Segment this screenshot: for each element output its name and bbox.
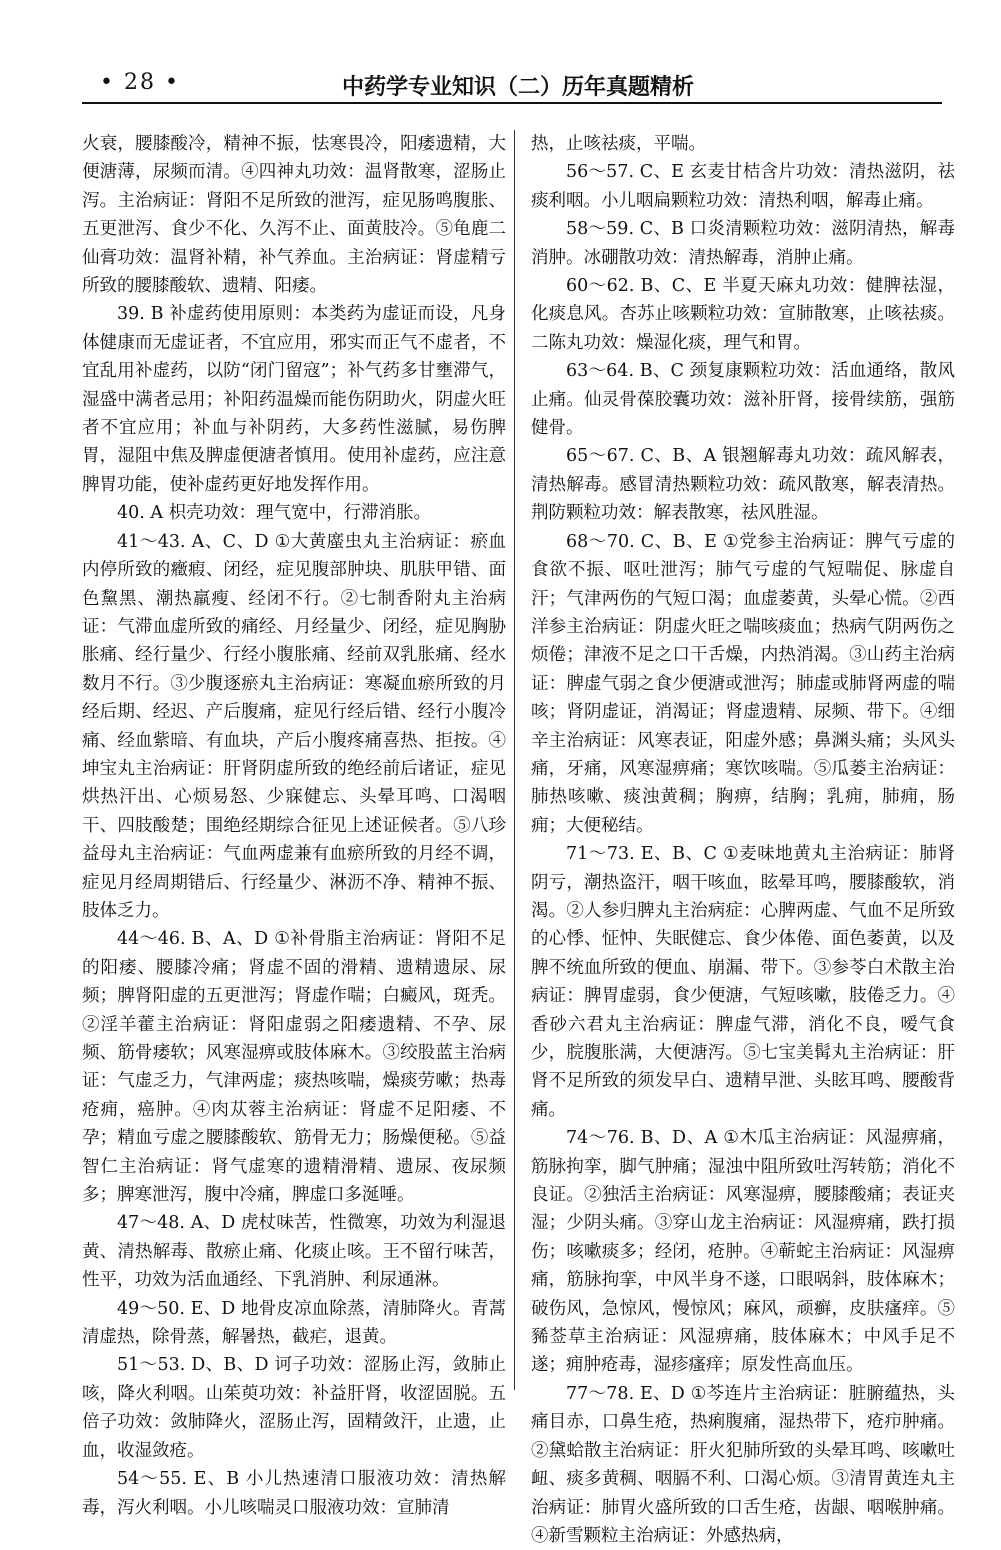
paragraph: 60～62. B、C、E 半夏天麻丸功效：健脾祛湿，化痰息风。杏苏止咳颗粒功效：宣肺散寒，止咳祛痰。二陈丸功效：燥湿化痰，理气和胃。 [531,276,955,353]
paragraph: 77～78. E、D ①芩连片主治病证：脏腑蕴热，头痛目赤，口鼻生疮，热痢腹痛，湿热带下，疮疖肿痛。②黛蛤散主治病证：肝火犯肺所致的头晕耳鸣、咳嗽吐衄、痰多黄稠、咽膈不利、口渴心烦。③清胃黄连丸主治病证：肺胃火盛所致的口舌生疮，齿龈、咽喉肿痛。④新雪颗粒主治病证：外感热病， [531,1383,955,1546]
paragraph: 44～46. B、A、D ①补骨脂主治病证：肾阳不足的阳痿、腰膝冷痛；肾虚不固的滑精、遗精遗尿、尿频；脾肾阳虚的五更泄泻；肾虚作喘；白癜风，斑秃。②淫羊藿主治病证：肾阳虚弱之阳痿遗精、不孕、尿频、筋骨痿软；风寒湿痹或肢体麻木。③绞股蓝主治病证：气虚乏力，气津两虚；痰热咳喘，燥痰劳嗽；热毒疮痈，癌肿。④肉苁蓉主治病证：肾虚不足阳痿、不孕；精血亏虚之腰膝酸软、筋骨无力；肠燥便秘。⑤益智仁主治病证：肾气虚寒的遗精滑精、遗尿、夜尿频多；脾寒泄泻，腹中冷痛，脾虚口多涎唾。 [82,929,506,1206]
paragraph: 56～57. C、E 玄麦甘桔含片功效：清热滋阴，祛痰利咽。小儿咽扁颗粒功效：清热利咽，解毒止痛。 [531,162,955,211]
page-header [82,62,942,102]
paragraph: 68～70. C、B、E ①党参主治病证：脾气亏虚的食欲不振、呕吐泄泻；肺气亏虚的气短喘促、脉虚自汗；气津两伤的气短口渴；血虚萎黄，头晕心慌。②西洋参主治病证：阴虚火旺之喘咳痰血；热病气阴两伤之烦倦；津液不足之口干舌燥，内热消渴。③山药主治病证：脾虚气弱之食少便溏或泄泻；肺虚或肺肾两虚的喘咳；肾阴虚证，消渴证；肾虚遗精、尿频、带下。④细辛主治病证：风寒表证，阳虚外感；鼻渊头痛；头风头痛，牙痛，风寒湿痹痛；寒饮咳喘。⑤瓜蒌主治病证：肺热咳嗽、痰浊黄稠；胸痹，结胸；乳痈，肺痈，肠痈；大便秘结。 [531,531,955,836]
page-title: 中药学专业知识（二）历年真题精析 [342,74,695,100]
paragraph: 49～50. E、D 地骨皮凉血除蒸，清肺降火。青蒿清虚热，除骨蒸，解暑热，截疟，退黄。 [82,1298,506,1348]
paragraph: 47～48. A、D 虎杖味苦，性微寒，功效为利湿退黄、清热解毒、散瘀止痛、化痰止咳。王不留行味苦，性平，功效为活血通经、下乳消肿、利尿通淋。 [82,1213,506,1291]
paragraph: 74～76. B、D、A ①木瓜主治病证：风湿痹痛，筋脉拘挛，脚气肿痛；湿浊中阻所致吐泻转筋；消化不良证。②独活主治病证：风寒湿痹，腰膝酸痛；表证夹湿；少阴头痛。③穿山龙主治病证：风湿痹痛，跌打损伤；咳嗽痰多；经闭，疮肿。④蕲蛇主治病证：风湿痹痛，筋脉拘挛，中风半身不遂，口眼㖞斜，肢体麻木；破伤风，急惊风，慢惊风；麻风，顽癣，皮肤瘙痒。⑤豨莶草主治病证：风湿痹痛，肢体麻木；中风手足不遂；痈肿疮毒，湿疹瘙痒；原发性高血压。 [531,1128,955,1376]
right-column [531,130,955,1550]
paragraph: 40. A 枳壳功效：理气宽中，行滞消胀。 [117,503,432,524]
paragraph: 63～64. B、C 颈复康颗粒功效：活血通络，散风止痛。仙灵骨葆胶囊功效：滋补肝肾，接骨续筋，强筋健骨。 [531,361,955,439]
page-number: • 28 • [100,70,180,95]
paragraph: 54～55. E、B 小儿热速清口服液功效：清热解毒，泻火利咽。小儿咳喘灵口服液功效：宣肺清 [82,1469,506,1518]
paragraph: 65～67. C、B、A 银翘解毒丸功效：疏风解表，清热解毒。感冒清热颗粒功效：疏风散寒，解表清热。荆防颗粒功效：解表散寒，祛风胜湿。 [531,446,955,524]
paragraph: 41～43. A、C、D ①大黄䗪虫丸主治病证：瘀血内停所致的癥瘕、闭经，症见腹部肿块、肌肤甲错、面色黧黑、潮热羸瘦、经闭不行。②七制香附丸主治病证：气滞血虚所致的痛经、月经量少、闭经，症见胸胁胀痛、经行量少、行经小腹胀痛、经前双乳胀痛、经水数月不行。③少腹逐瘀丸主治病证：寒凝血瘀所致的月经后期、经迟、产后腹痛，症见行经后错、经行小腹冷痛、经血紫暗、有血块，产后小腹疼痛喜热、拒按。④坤宝丸主治病证：肝肾阴虚所致的绝经前后诸证，症见烘热汗出、心烦易怒、少寐健忘、头晕耳鸣、口渴咽干、四肢酸楚；围绝经期综合征见上述证候者。⑤八珍益母丸主治病证：气血两虚兼有血瘀所致的月经不调，症见月经周期错后、行经量少、淋沥不净、精神不振、肢体乏力。 [82,531,506,921]
paragraph: 58～59. C、B 口炎清颗粒功效：滋阴清热，解毒消肿。冰硼散功效：清热解毒，消肿止痛。 [531,219,955,268]
paragraph: 39. B 补虚药使用原则：本类药为虚证而设，凡身体健康而无虚证者，不宜应用，邪实而正气不虚者，不宜乱用补虚药，以防“闭门留寇”；补气药多甘壅滞气，湿盛中满者忌用；补阳药温燥而能伤阴助火，阴虚火旺者不宜应用；补血与补阴药，大多药性滋腻，易伤脾胃，湿阻中焦及脾虚便溏者慎用。使用补虚药，应注意脾胃功能，使补虚药更好地发挥作用。 [82,304,506,495]
paragraph: 51～53. D、B、D 诃子功效：涩肠止泻，敛肺止咳，降火利咽。山茱萸功效：补益肝肾，收涩固脱。五倍子功效：敛肺降火，涩肠止泻，固精敛汗，止遗，止血，收湿敛疮。 [82,1355,506,1461]
left-column [82,130,506,1522]
header-divider [82,102,942,104]
paragraph: 热，止咳祛痰，平喘。 [531,134,706,154]
paragraph: 71～73. E、B、C ①麦味地黄丸主治病证：肺肾阴亏，潮热盗汗，咽干咳血，眩晕耳鸣，腰膝酸软，消渴。②人参归脾丸主治病症：心脾两虚、气血不足所致的心悸、怔忡、失眠健忘、食少体倦、面色萎黄，以及脾不统血所致的便血、崩漏、带下。③参苓白术散主治病证：脾胃虚弱，食少便溏，气短咳嗽，肢倦乏力。④香砂六君丸主治病证：脾虚气滞，消化不良，嗳气食少，脘腹胀满，大便溏泻。⑤七宝美髯丸主治病证：肝肾不足所致的须发早白、遗精早泄、头眩耳鸣、腰酸背痛。 [531,844,955,1120]
paragraph: 火衰，腰膝酸冷，精神不振，怯寒畏冷，阳痿遗精，大便溏薄，尿频而清。④四神丸功效：温肾散寒，涩肠止泻。主治病证：肾阳不足所致的泄泻，症见肠鸣腹胀、五更泄泻、食少不化、久泻不止、面黄肢冷。⑤龟鹿二仙膏功效：温肾补精，补气养血。主治病证：肾虚精亏所致的腰膝酸软、遗精、阳痿。 [82,134,506,297]
column-divider [514,130,515,1390]
